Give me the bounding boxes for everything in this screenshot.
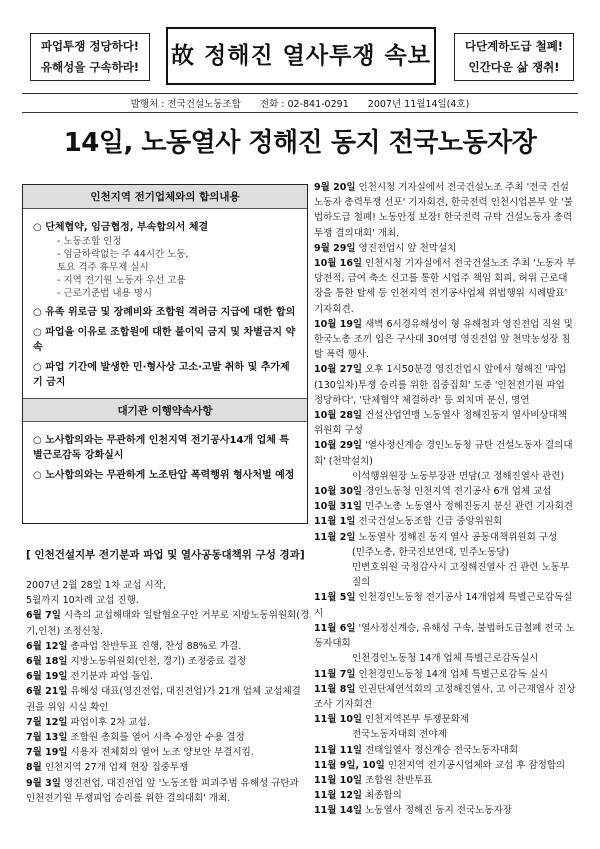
- agreement-header: 인천지역 전기업체와의 합의내용: [23, 185, 307, 209]
- promise-item: ○ 노사합의와는 무관하게 노조탄압 폭력행위 형사처벌 예정: [33, 470, 295, 481]
- issue-date: 2007년 11월14일(4호): [367, 99, 470, 110]
- agreement-item: ○ 단체협약, 임금협정, 부속합의서 체결: [33, 222, 209, 233]
- timeline-date: 9월 20일: [314, 182, 356, 193]
- timeline-text: 조합원 총회를 열어 시측 수정안 수용 결정: [67, 732, 245, 744]
- timeline-entry: [26, 745, 310, 760]
- timeline-text: 경인노동청 인천지역 전기공사 6개 업체 교섭: [362, 486, 552, 498]
- timeline-entry: [26, 639, 310, 654]
- slogan-left-line1: 파업투쟁 정당하다!: [40, 39, 140, 53]
- timeline-entry: [26, 654, 310, 669]
- timeline-date: 7월 19일: [26, 747, 68, 759]
- timeline-entry: [26, 776, 310, 806]
- timeline-entry: [314, 758, 576, 773]
- timeline-text: '열사정신계승 경인노동청 규탄 건설노동자 결의대회' (천막설치): [314, 440, 573, 467]
- timeline-entry: [314, 317, 576, 363]
- timeline-entry: [314, 590, 576, 620]
- headline: 14일, 노동열사 정해진 동지 전국노동자장: [63, 128, 537, 158]
- timeline-date: 11월 14일: [314, 805, 363, 817]
- timeline-date: 11월 12일: [314, 790, 363, 802]
- timeline-entry: [314, 667, 576, 682]
- timeline-entry: [314, 545, 576, 560]
- timeline-text: 조합원 찬반투표: [362, 774, 433, 786]
- timeline-entry: [314, 362, 576, 408]
- timeline-text: 전국노동자대회 전야제: [352, 729, 447, 741]
- timeline-entry: [314, 256, 576, 317]
- timeline-entry: [314, 514, 576, 529]
- timeline-entry: [314, 408, 576, 438]
- timeline-text: 인천지역본부 투쟁문화제: [362, 714, 470, 726]
- section-title: [ 인천건설지부 전기분과 파업 및 열사공동대책위 구성 경과]: [26, 549, 305, 561]
- rule-top: [22, 93, 578, 94]
- timeline-text: 시측의 교섭해태와 일탈협요구안 거부로 지방노동위원회(경기,인천) 조정신청.: [26, 610, 310, 637]
- timeline-entry: [314, 773, 576, 788]
- timeline-entry: [314, 530, 576, 545]
- timeline-text: 2007년 2월 28일 1차 교섭 시작,: [26, 580, 166, 591]
- timeline-text: 파업이후 2차 교섭.: [67, 716, 150, 728]
- timeline-entry: [314, 469, 576, 484]
- timeline-text: 인천지역 27개 업체 현장 집중투쟁: [41, 762, 189, 774]
- timeline-date: 11월 10일: [314, 774, 363, 786]
- timeline-text: 인천경인노동청 14개 업체 특별근로감독 실시: [355, 668, 548, 680]
- timeline-text: 유해성 대표(영진전업, 대진전업)가 21개 업체 교섭체결권을 위임 시실 확인: [26, 686, 301, 713]
- timeline-date: 10월 16일: [314, 258, 363, 270]
- timeline-text: 인천시청 기자실에서 전국건설노조 주최 '노동자 부당전적, 급여 축소 신고를 통한 시업주 책임 회피, 허위 근로대장을 통한 탈세 등 인천지역 전기공사업체 위법행위 시례발표' 기자회견.: [314, 258, 576, 315]
- timeline-entry: [314, 682, 576, 712]
- slogan-left-line2: 유해성을 구속하라!: [40, 60, 140, 74]
- timeline-entry: [314, 651, 576, 666]
- timeline-text: '열사정신계승, 유해성 구속, 불법하도급철폐 전국 노동자대회: [314, 622, 575, 650]
- timeline-entry: [314, 803, 576, 818]
- timeline-text: 새벽 6시경유해성이 형 유해철과 영진전업 직원 및 한국노총 조끼 입은 구사대 30여명 영진전업 앞 천막농성장 침탈 폭력 행사.: [314, 318, 573, 361]
- agreement-box: [22, 184, 308, 524]
- agreement-list: [23, 209, 307, 390]
- timeline-entry: [26, 593, 310, 608]
- timeline-entry: [314, 727, 576, 742]
- timeline-entry: [314, 743, 576, 758]
- publication-info: [0, 96, 600, 110]
- agreement-subitem: - 지역 전기원 노동자 우선 고용: [57, 275, 186, 286]
- timeline-date: 6월 18일: [26, 656, 68, 668]
- timeline-text: 노동열사 정해진 동지 전국노동자장: [362, 805, 512, 817]
- timeline-date: 11월 7일: [314, 668, 356, 680]
- timeline-entry: [314, 560, 576, 590]
- timeline-entry: [314, 621, 576, 651]
- timeline-entry: [26, 608, 310, 638]
- timeline-entry: [314, 712, 576, 727]
- agreement-subitem: - 임금하락없는 주 44시간 노동,: [57, 249, 189, 260]
- timeline-entry: [26, 730, 310, 745]
- timeline-date: 10월 29일: [314, 440, 363, 452]
- timeline-date: 9월 29일: [314, 242, 356, 254]
- timeline-text: 인천지역 전기공시업체와 교섭 후 잠정합의: [384, 759, 566, 771]
- timeline-text: 최종합의: [362, 790, 402, 802]
- timeline-date: 9월 3일: [26, 777, 61, 789]
- agreement-item: ○ 파업을 이유로 조합원에 대한 불이익 금지 및 차별금지 약속: [33, 327, 296, 353]
- timeline-text: 민주노총 노동열사 정해진동지 분신 관련 기자회견: [362, 501, 573, 513]
- timeline-text: 총파업 찬반투표 진행, 찬성 88%로 가결.: [67, 640, 242, 652]
- timeline-text: 영진전업시 앞 천막설치: [355, 242, 457, 254]
- timeline-date: 10월 27일: [314, 364, 363, 376]
- publisher: 발행처 : 전국건설노동조합: [130, 99, 241, 110]
- timeline-date: 10월 28일: [314, 410, 363, 422]
- timeline-date: 6월 7일: [26, 610, 61, 622]
- timeline-text: 시용자 전체회의 열어 노조 양보안 부결시킴.: [67, 747, 254, 759]
- timeline-text: 오후 1시50분경 영진전업시 앞에서 형해진 '파업(130일차)투쟁 승리를 위한 집중집회' 도중 '인천전기원 파업 정당하다', '단체협약 체결하라' 등 외치며 분신, 명연: [314, 364, 567, 406]
- timeline-entry: [314, 484, 576, 499]
- agreement-subitem: 토요 격주 휴무제 실시: [57, 262, 149, 273]
- timeline-text: 전기분과 파업 돌입.: [67, 671, 153, 683]
- timeline-text: 민변호위원 국정감사시 고정해진열사 건 관련 노동부 질의: [352, 562, 569, 589]
- timeline-text: 5월까지 10차례 교섭 진행.: [26, 595, 139, 607]
- timeline-date: 11월 5일: [314, 592, 356, 604]
- timeline-date: 11월 8일: [314, 683, 356, 695]
- timeline-text: 전국건설노동조합 긴급 중앙위원회: [355, 516, 503, 528]
- timeline-entry: [26, 578, 310, 593]
- timeline-date: 11월 6일: [314, 622, 356, 634]
- slogan-right-line1: 다단계하도급 철폐!: [464, 39, 564, 53]
- promise-list: [23, 422, 307, 483]
- timeline-date: 11월 10일: [314, 714, 363, 726]
- timeline-date: 10월 31일: [314, 501, 363, 513]
- timeline-date: 7월 12일: [26, 716, 68, 728]
- masthead: [28, 25, 574, 89]
- timeline-entry: [314, 241, 576, 256]
- slogan-box-right: [454, 33, 574, 81]
- timeline-text: 노동열사 정해진 동지 열사 공동대책위원회 구성: [355, 531, 558, 543]
- timeline-date: 6월 12일: [26, 640, 68, 652]
- timeline-date: 6월 19일: [26, 671, 68, 683]
- timeline-date: 10월 30일: [314, 486, 363, 498]
- timeline-text: (민주노총, 한국진보연대, 민주노동당): [352, 546, 510, 558]
- timeline-entry: [314, 438, 576, 468]
- rule-bottom: [22, 112, 578, 113]
- timeline-text: 전태일열사 정신계승 전국노동자대회: [362, 744, 519, 756]
- timeline-text: 인천경인노동청 전기공사 14개업체 특별근로감독실시: [314, 592, 573, 619]
- timeline-date: 6월 21일: [26, 686, 68, 698]
- timeline-date: 11월 9일, 10일: [314, 759, 385, 771]
- newsletter-title: 故 정해진 열사투쟁 속보: [166, 27, 436, 85]
- slogan-right-line2: 인간다운 삶 쟁취!: [468, 60, 560, 74]
- timeline-text: 인천경인노동청 14개 업체 특별근로감독실시: [352, 653, 539, 665]
- timeline-left: [26, 578, 310, 806]
- timeline-entry: [26, 684, 310, 714]
- timeline-date: 10월 19일: [314, 318, 363, 330]
- timeline-entry: [314, 499, 576, 514]
- timeline-text: 이석행위원장 노동부장관 면담(고 정해진열사 관련): [352, 470, 565, 482]
- phone: 전화 : 02-841-0291: [259, 99, 349, 110]
- timeline-date: 8월: [26, 762, 42, 774]
- timeline-date: 11월 11일: [314, 744, 363, 756]
- timeline-entry: [26, 715, 310, 730]
- timeline-right: [314, 180, 576, 819]
- timeline-entry: [314, 180, 576, 241]
- slogan-box-left: [30, 33, 150, 81]
- timeline-text: 지방노동위원회(인천, 경기) 조정중료 결정: [67, 656, 247, 668]
- timeline-text: 인권단체연석회의 고정해진열사, 고 이근재열사 진상조사 기자회견: [314, 683, 576, 710]
- timeline-date: 11월 1일: [314, 516, 356, 528]
- timeline-text: 건설산업연맹 노동열사 정해진동지 열사비상대책위원회 구성: [314, 410, 567, 437]
- timeline-entry: [314, 788, 576, 803]
- timeline-entry: [26, 669, 310, 684]
- timeline-date: 11월 2일: [314, 531, 356, 543]
- agreement-item: ○ 유족 위로금 및 장례비와 조합원 격려금 지급에 대한 합의: [33, 307, 296, 318]
- promise-header: 대기관 이행약속사항: [23, 398, 307, 422]
- timeline-entry: [26, 760, 310, 775]
- timeline-text: 인천시청 기자실에서 전국건설노조 주최 '전국 건설노동자 총력투쟁 선포' 기자회견, 한국전력 인천시업본부 앞 '불법하도급 철폐! 노동안정 보장! 한국전력 규탁 건설노동자 총력투쟁 결의대회' 개최.: [314, 182, 573, 239]
- promise-item: ○ 노사합의와는 무관하게 인천지역 전기공사14개 업체 특별근로감독 강화실시: [33, 435, 290, 461]
- agreement-subitem: - 노동조합 인정: [57, 236, 122, 247]
- agreement-subitem: - 근로기준법 내용 명시: [57, 288, 153, 299]
- agreement-item: ○ 파업 기간에 발생한 민·형사상 고소·고발 취하 및 추가제기 금지: [33, 362, 290, 388]
- timeline-date: 7월 13일: [26, 732, 68, 744]
- timeline-text: 영진전업, 대진전업 앞 '노동조합 피괴주범 유해성 규탄과 인천전기원 투쟁피업 승리를 위한 결의대회' 개최.: [26, 777, 299, 804]
